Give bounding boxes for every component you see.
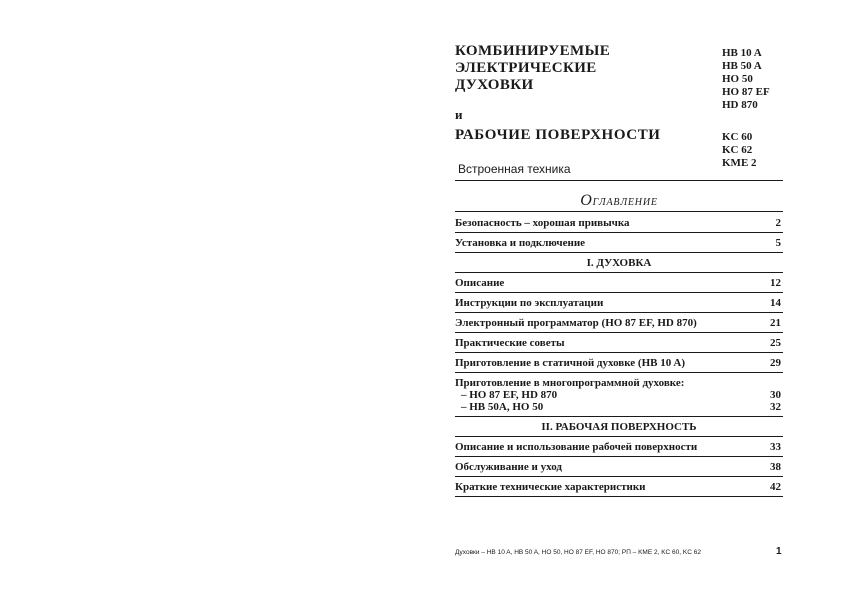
toc-heading-initial: О [580,192,593,209]
toc-subentry [455,389,783,401]
toc-entry-page: 30 [770,389,781,401]
toc-entry-page: 14 [770,297,781,309]
toc-heading-rest: ГЛАВЛЕНИЕ [592,197,658,208]
toc-entry-label: Обслуживание и уход [455,461,562,473]
toc-entry-label: Краткие технические характеристики [455,481,646,493]
toc-entry-label: Инструкции по эксплуатации [455,297,604,309]
document-title [455,43,710,94]
model-item: HB 50 A [722,60,762,72]
toc-heading-divider [455,211,783,212]
toc-entry-page: 33 [770,441,781,453]
toc-section-ovens: I. ДУХОВКА [455,255,783,273]
toc-row[interactable] [455,459,783,477]
toc-row[interactable] [455,479,783,497]
toc-subentry [455,401,783,413]
toc-entry-label: Описание и использование рабочей поверхности [455,441,698,453]
page-footer: Духовки – HB 10 A, HB 50 A, HO 50, HO 87 EF, HO 870; РП – KME 2, KC 60, KC 62 [455,549,701,556]
title-conjunction: и [455,107,463,122]
toc-entry-label: Электронный программатор (HO 87 EF, HD 870) [455,317,697,329]
toc-subentry-label: – HB 50A, HO 50 [461,401,544,413]
toc-row[interactable] [455,335,783,353]
toc-row[interactable] [455,275,783,293]
toc-entry-label: Приготовление в многопрограммной духовке: [455,377,685,389]
toc-section-surface: II. РАБОЧАЯ ПОВЕРХНОСТЬ [455,419,783,437]
surface-models-list [722,131,792,170]
toc-row[interactable] [455,295,783,313]
toc-entry-page: 38 [770,461,781,473]
toc-entry-page: 21 [770,317,781,329]
toc-entry-label: Практические советы [455,337,565,349]
toc-entry-page: 5 [775,237,781,249]
header-divider [455,180,783,181]
title-line-3: ДУХОВКИ [455,77,534,93]
toc-heading [455,192,783,210]
toc-entry-label: Установка и подключение [455,237,586,249]
toc-entry-label: Описание [455,277,505,289]
title-line-1: КОМБИНИРУЕМЫЕ [455,43,611,59]
title-surfaces: РАБОЧИЕ ПОВЕРХНОСТИ [455,127,661,143]
page-number: 1 [776,546,782,557]
toc-subentry-label: – HO 87 EF, HD 870 [461,389,558,401]
title-line-2: ЭЛЕКТРИЧЕСКИЕ [455,60,597,76]
toc-entry-page: 12 [770,277,781,289]
toc-entry-label: Приготовление в статичной духовке (HB 10 A) [455,357,685,369]
toc-row[interactable] [455,315,783,333]
toc-row[interactable] [455,355,783,373]
toc-entry-page: 25 [770,337,781,349]
model-item: KC 60 [722,131,753,143]
model-item: KC 62 [722,144,753,156]
table-of-contents [455,215,783,499]
toc-entry-page: 32 [770,401,781,413]
toc-entry-page: 42 [770,481,781,493]
model-item: HB 10 A [722,47,762,59]
toc-entry-page: 29 [770,357,781,369]
subtitle: Встроенная техника [458,162,571,176]
toc-entry-label: Безопасность – хорошая привычка [455,217,630,229]
model-item: HO 87 EF [722,86,770,98]
toc-entry-page: 2 [775,217,781,229]
toc-row[interactable] [455,235,783,253]
toc-row[interactable] [455,439,783,457]
oven-models-list [722,47,792,112]
model-item: HO 50 [722,73,753,85]
model-item: KME 2 [722,157,757,169]
model-item: HD 870 [722,99,758,111]
toc-row[interactable] [455,215,783,233]
toc-row-multi[interactable] [455,375,783,417]
